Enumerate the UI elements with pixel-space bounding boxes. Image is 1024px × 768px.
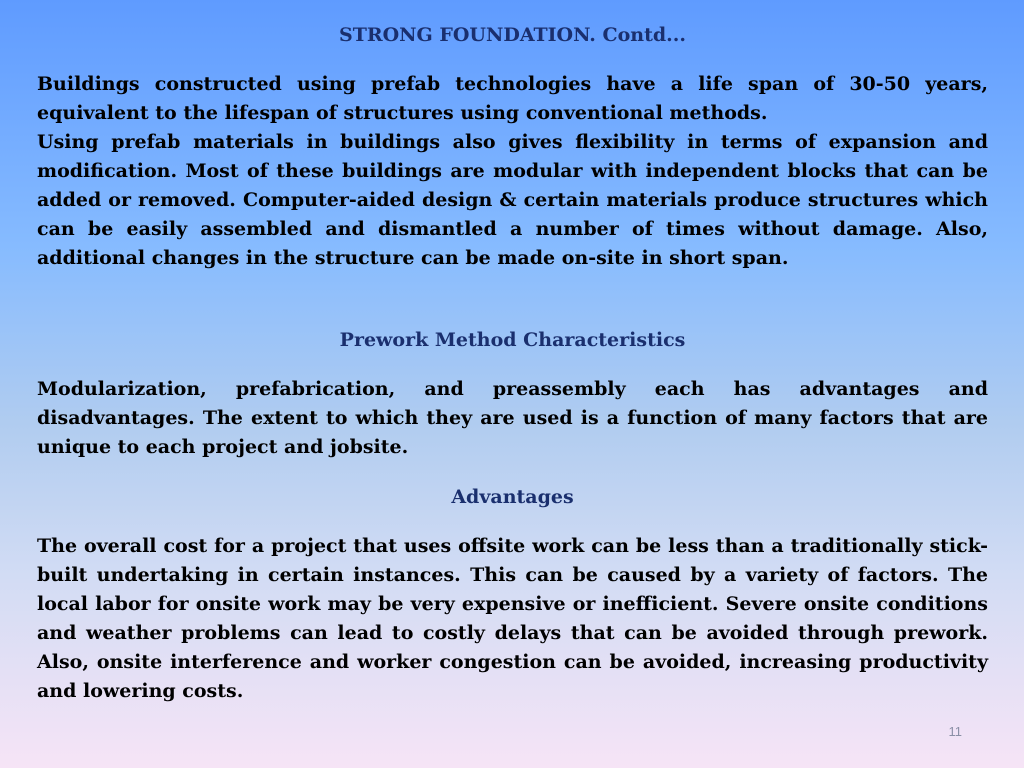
paragraph-lifespan: Buildings constructed using prefab technologies have a life span of 30-50 years, equivalent to the lifespan of structures using conventional methods. [37, 73, 988, 124]
section-heading-advantages: Advantages [451, 486, 574, 508]
spacer [37, 351, 988, 375]
spacer [37, 46, 988, 70]
spacer [37, 508, 988, 532]
section-heading-prework: Prework Method Characteristics [339, 329, 686, 351]
slide-title: STRONG FOUNDATION. Contd... [338, 24, 687, 46]
paragraph-modularization: Modularization, prefabrication, and preassembly each has advantages and disadvantages. The extent to which they are used is a function of many factors that are unique to each project and jobsite. [37, 378, 988, 458]
slide-content [37, 24, 988, 706]
paragraph-advantages: The overall cost for a project that uses offsite work can be less than a traditionally stick-built undertaking in certain instances. This can be caused by a variety of factors. The local labor for onsite work may be very expensive or inefficient. Severe onsite conditions and weather problems can lead to costly delays that can be avoided through prework. Also, onsite interference and worker congestion can be avoided, increasing productivity and lowering costs. [37, 535, 988, 702]
page-number: 11 [948, 724, 962, 739]
spacer [37, 462, 988, 486]
spacer [37, 273, 988, 329]
paragraph-flexibility: Using prefab materials in buildings also gives flexibility in terms of expansion and modification. Most of these buildings are modular with independent blocks that can be added or removed. Computer-aided design & certain materials produce structures which can be easily assembled and dismantled a number of times without damage. Also, additional changes in the structure can be made on-site in short span. [37, 131, 988, 269]
